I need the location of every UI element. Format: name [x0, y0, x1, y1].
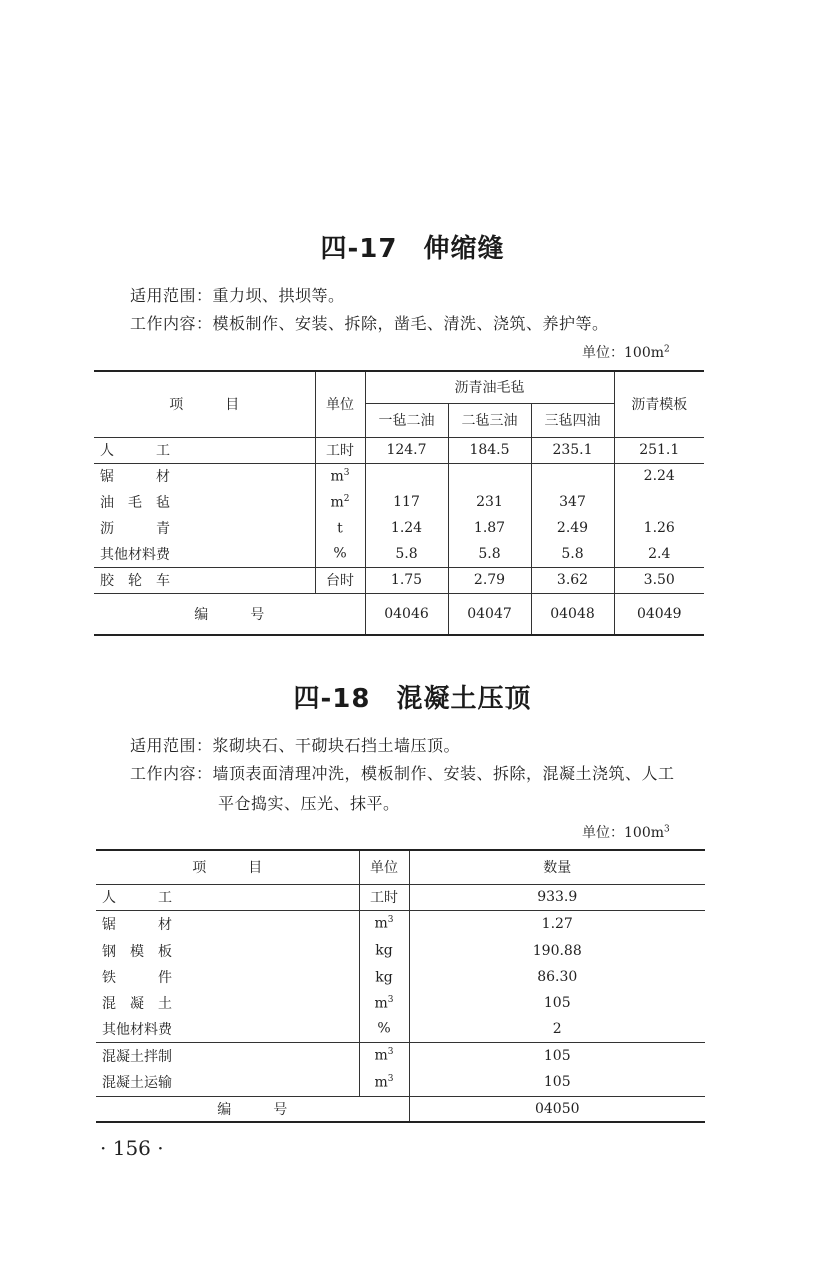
table1-code-label: 编 号: [194, 606, 265, 623]
table1-row-unit: 台时: [315, 567, 365, 593]
table1-cell: 2.4: [614, 541, 704, 567]
table1-row-name: 其他材料费: [94, 541, 315, 567]
table1-cell: 231: [448, 489, 531, 515]
table1-row-unit: t: [315, 515, 365, 541]
table2-code-label: 编 号: [217, 1101, 288, 1118]
table1-cell: 251.1: [614, 437, 704, 463]
table1-row-name: 锯 材: [100, 469, 170, 486]
table1-row-name: 油 毛 毡: [100, 495, 170, 511]
table1-cell: 5.8: [365, 541, 448, 567]
table1-row-name: 人 工: [94, 437, 315, 463]
table1-row-name: 沥 青: [100, 521, 170, 537]
section1-table: [94, 370, 704, 636]
table2-row-qty: 105: [409, 1042, 705, 1069]
table2-row: [96, 1016, 705, 1042]
section1-unit: [582, 342, 670, 362]
table2-row-qty: 2: [409, 1016, 705, 1042]
table2-row-qty: 105: [409, 990, 705, 1016]
table1-cell: 3.50: [614, 567, 704, 593]
table1-row: [94, 463, 704, 489]
section1-title: [0, 228, 825, 265]
table1-code: 04049: [614, 593, 704, 635]
section2-unit-sup: 3: [664, 824, 670, 835]
table1-head-item: 项 目: [94, 371, 315, 437]
table2-row-unit: $m^3$: [359, 990, 409, 1016]
table1-head-unit: 单位: [315, 371, 365, 437]
section1-title-text: 伸缩缝: [423, 234, 505, 264]
table1-row: [94, 437, 704, 463]
table2-row: [96, 990, 705, 1016]
table2-row-name: 钢 模 板: [102, 943, 172, 960]
section2-scope: 适用范围：浆砌块石、干砌块石挡土墙压顶。: [130, 736, 461, 755]
table1-cell: 5.8: [531, 541, 614, 567]
section2-title: [0, 678, 825, 715]
table1-head-col3: 三毡四油: [531, 403, 614, 437]
table1-cell: 3.62: [531, 567, 614, 593]
table2-row-qty: 105: [409, 1069, 705, 1096]
section2-work-line2: 平仓捣实、压光、抹平。: [218, 794, 400, 813]
table1-cell: [531, 463, 614, 489]
table2-row-name: 其他材料费: [96, 1016, 359, 1042]
table2-row: [96, 1069, 705, 1096]
section2-unit: [582, 822, 670, 842]
table2-head-qty: 数量: [409, 850, 705, 884]
table1-cell: 1.87: [448, 515, 531, 541]
table1-cell: 1.75: [365, 567, 448, 593]
table1-code-row: [94, 593, 704, 635]
page-number: · 156 ·: [100, 1136, 164, 1160]
table1-code: 04046: [365, 593, 448, 635]
table1-cell: 2.79: [448, 567, 531, 593]
table1-row: [94, 567, 704, 593]
table1-cell: 2.24: [614, 463, 704, 489]
table2-row: [96, 937, 705, 964]
table2-row-unit: $m^3$: [359, 1042, 409, 1069]
table1-cell: 5.8: [448, 541, 531, 567]
table1-code: 04047: [448, 593, 531, 635]
table1-row: [94, 515, 704, 541]
table2-row-unit: $m^3$: [359, 1069, 409, 1096]
table1-cell: 124.7: [365, 437, 448, 463]
table2-head-unit: 单位: [359, 850, 409, 884]
table1-head-col1: 一毡二油: [365, 403, 448, 437]
table1-row-unit: $m^2$: [315, 489, 365, 515]
table1-head-last: 沥青模板: [614, 371, 704, 437]
section1-unit-prefix: 单位：100m: [582, 345, 664, 361]
table2-row-name: 混 凝 土: [102, 996, 172, 1012]
section1-scope: 适用范围：重力坝、拱坝等。: [130, 286, 345, 305]
table2-code: 04050: [409, 1096, 705, 1122]
section1-number: 四-17: [320, 234, 398, 264]
table1-cell: 2.49: [531, 515, 614, 541]
table2-row-unit: kg: [359, 937, 409, 964]
table1-head-col2: 二毡三油: [448, 403, 531, 437]
table2-row: [96, 1042, 705, 1069]
table2-row: [96, 964, 705, 990]
table1-cell: 1.26: [614, 515, 704, 541]
table2-row-unit: kg: [359, 964, 409, 990]
section2-unit-prefix: 单位：100m: [582, 825, 664, 841]
table2-row-name: 混凝土运输: [96, 1069, 359, 1096]
table1-code: 04048: [531, 593, 614, 635]
table1-row-unit: $m^3$: [315, 463, 365, 489]
table2-row-unit: 工时: [359, 884, 409, 910]
table1-row-name: 胶 轮 车: [94, 567, 315, 593]
section1-work: 工作内容：模板制作、安装、拆除，凿毛、清洗、浇筑、养护等。: [130, 314, 609, 333]
section2-title-text: 混凝土压顶: [396, 684, 532, 714]
table2-row: [96, 910, 705, 937]
table1-row: [94, 541, 704, 567]
table1-cell: 347: [531, 489, 614, 515]
table1-head-group: 沥青油毛毡: [365, 371, 614, 403]
table1-cell: [365, 463, 448, 489]
table2-row-unit: $m^3$: [359, 910, 409, 937]
table2-row-qty: 1.27: [409, 910, 705, 937]
table2-row-name: 混凝土拌制: [102, 1048, 172, 1065]
table2-row-name: 锯 材: [102, 916, 172, 933]
table2-row-unit: %: [359, 1016, 409, 1042]
table1-cell: [614, 489, 704, 515]
table2-row-qty: 86.30: [409, 964, 705, 990]
section2-work-line1: 工作内容：墙顶表面清理冲洗，模板制作、安装、拆除，混凝土浇筑、人工: [130, 764, 675, 783]
section1-unit-sup: 2: [664, 344, 670, 355]
table2-head-item: 项 目: [96, 850, 359, 884]
table1-row-unit: %: [315, 541, 365, 567]
table1-row: [94, 489, 704, 515]
table1-cell: [448, 463, 531, 489]
table1-cell: 235.1: [531, 437, 614, 463]
table2-row-qty: 933.9: [409, 884, 705, 910]
table1-cell: 184.5: [448, 437, 531, 463]
table2-row-name: 人 工: [96, 884, 359, 910]
section2-number: 四-18: [293, 684, 371, 714]
table2-code-row: [96, 1096, 705, 1122]
table1-cell: 117: [365, 489, 448, 515]
table1-cell: 1.24: [365, 515, 448, 541]
table2-row-qty: 190.88: [409, 937, 705, 964]
table2-row: [96, 884, 705, 910]
section2-table: [96, 849, 705, 1123]
table1-row-unit: 工时: [315, 437, 365, 463]
table2-row-name: 铁 件: [102, 970, 172, 986]
